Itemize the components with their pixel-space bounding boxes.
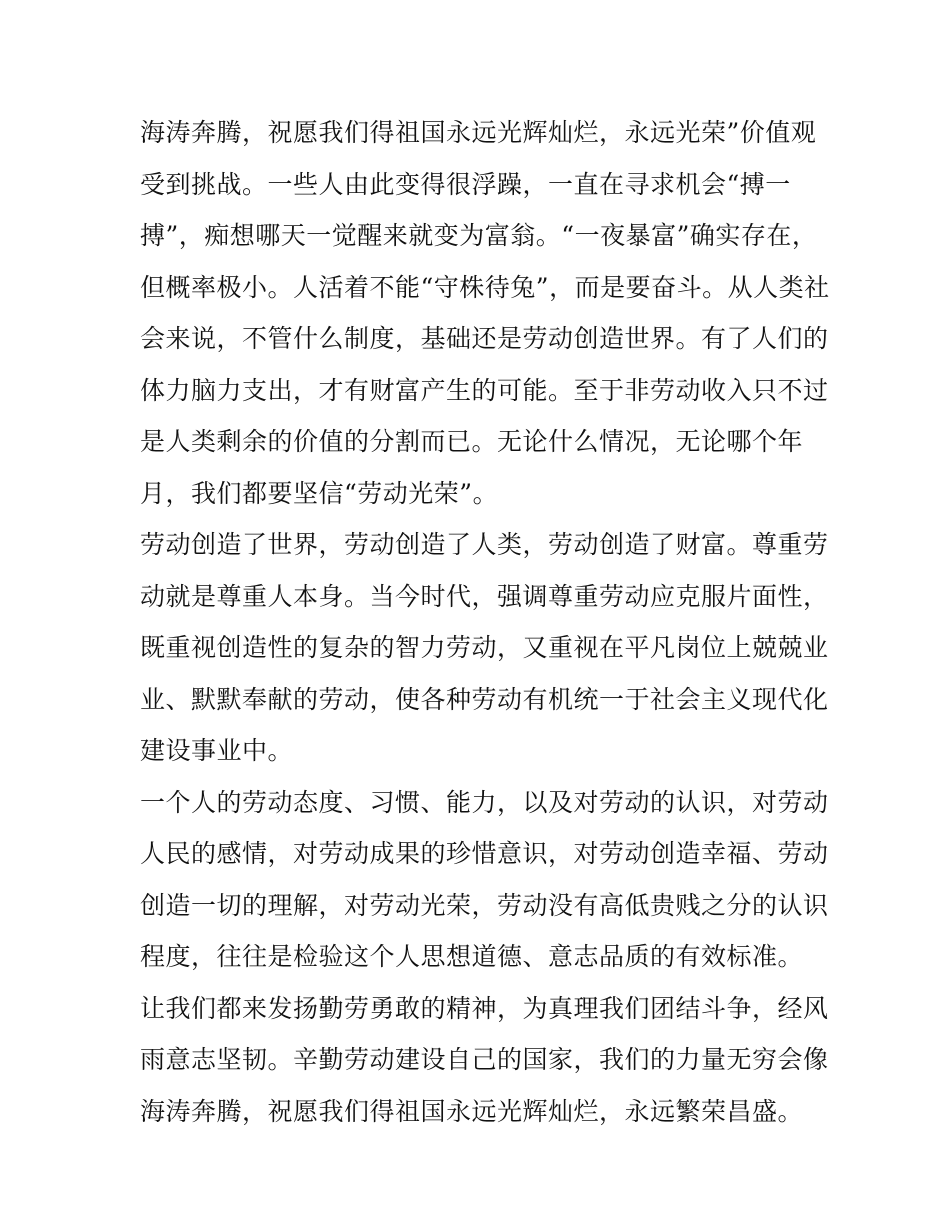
text-line: 雨意志坚韧。辛勤劳动建设自己的国家，我们的力量无穷会像	[140, 1045, 829, 1074]
text-line: 月，我们都要坚信“劳动光荣”。	[140, 478, 499, 508]
text-line: 但概率极小。人活着不能“守株待兔”，而是要奋斗。从人类社	[140, 272, 830, 302]
text-line: 程度，往往是检验这个人思想道德、意志品质的有效标准。	[140, 942, 804, 971]
body-text	[140, 107, 830, 1137]
text-line: 劳动创造了世界，劳动创造了人类，劳动创造了财富。尊重劳	[140, 530, 829, 559]
text-line: 受到挑战。一些人由此变得很浮躁，一直在寻求机会“搏一	[140, 169, 791, 199]
text-line: 是人类剩余的价值的分割而已。无论什么情况，无论哪个年	[140, 427, 804, 456]
text-line: 一个人的劳动态度、习惯、能力，以及对劳动的认识，对劳动	[140, 787, 829, 817]
text-line: 人民的感情，对劳动成果的珍惜意识，对劳动创造幸福、劳动	[140, 839, 829, 868]
text-line: 搏”，痴想哪天一觉醒来就变为富翁。“一夜暴富”确实存在，	[140, 221, 818, 250]
text-line: 业、默默奉献的劳动，使各种劳动有机统一于社会主义现代化	[140, 684, 829, 714]
text-line: 动就是尊重人本身。当今时代，强调尊重劳动应克服片面性，	[140, 581, 829, 611]
text-line: 海涛奔腾，祝愿我们得祖国永远光辉灿烂，永远繁荣昌盛。	[140, 1096, 804, 1126]
text-line: 创造一切的理解，对劳动光荣，劳动没有高低贵贱之分的认识	[140, 890, 829, 920]
text-line: 建设事业中。	[140, 736, 294, 765]
text-line: 既重视创造性的复杂的智力劳动，又重视在平凡岗位上兢兢业	[140, 633, 829, 662]
text-line: 让我们都来发扬勤劳勇敢的精神，为真理我们团结斗争，经风	[140, 993, 829, 1023]
text-line: 海涛奔腾，祝愿我们得祖国永远光辉灿烂，永远光荣”价值观	[140, 118, 817, 147]
text-line: 会来说，不管什么制度，基础还是劳动创造世界。有了人们的	[140, 324, 829, 353]
text-line: 体力脑力支出，才有财富产生的可能。至于非劳动收入只不过	[140, 375, 829, 405]
